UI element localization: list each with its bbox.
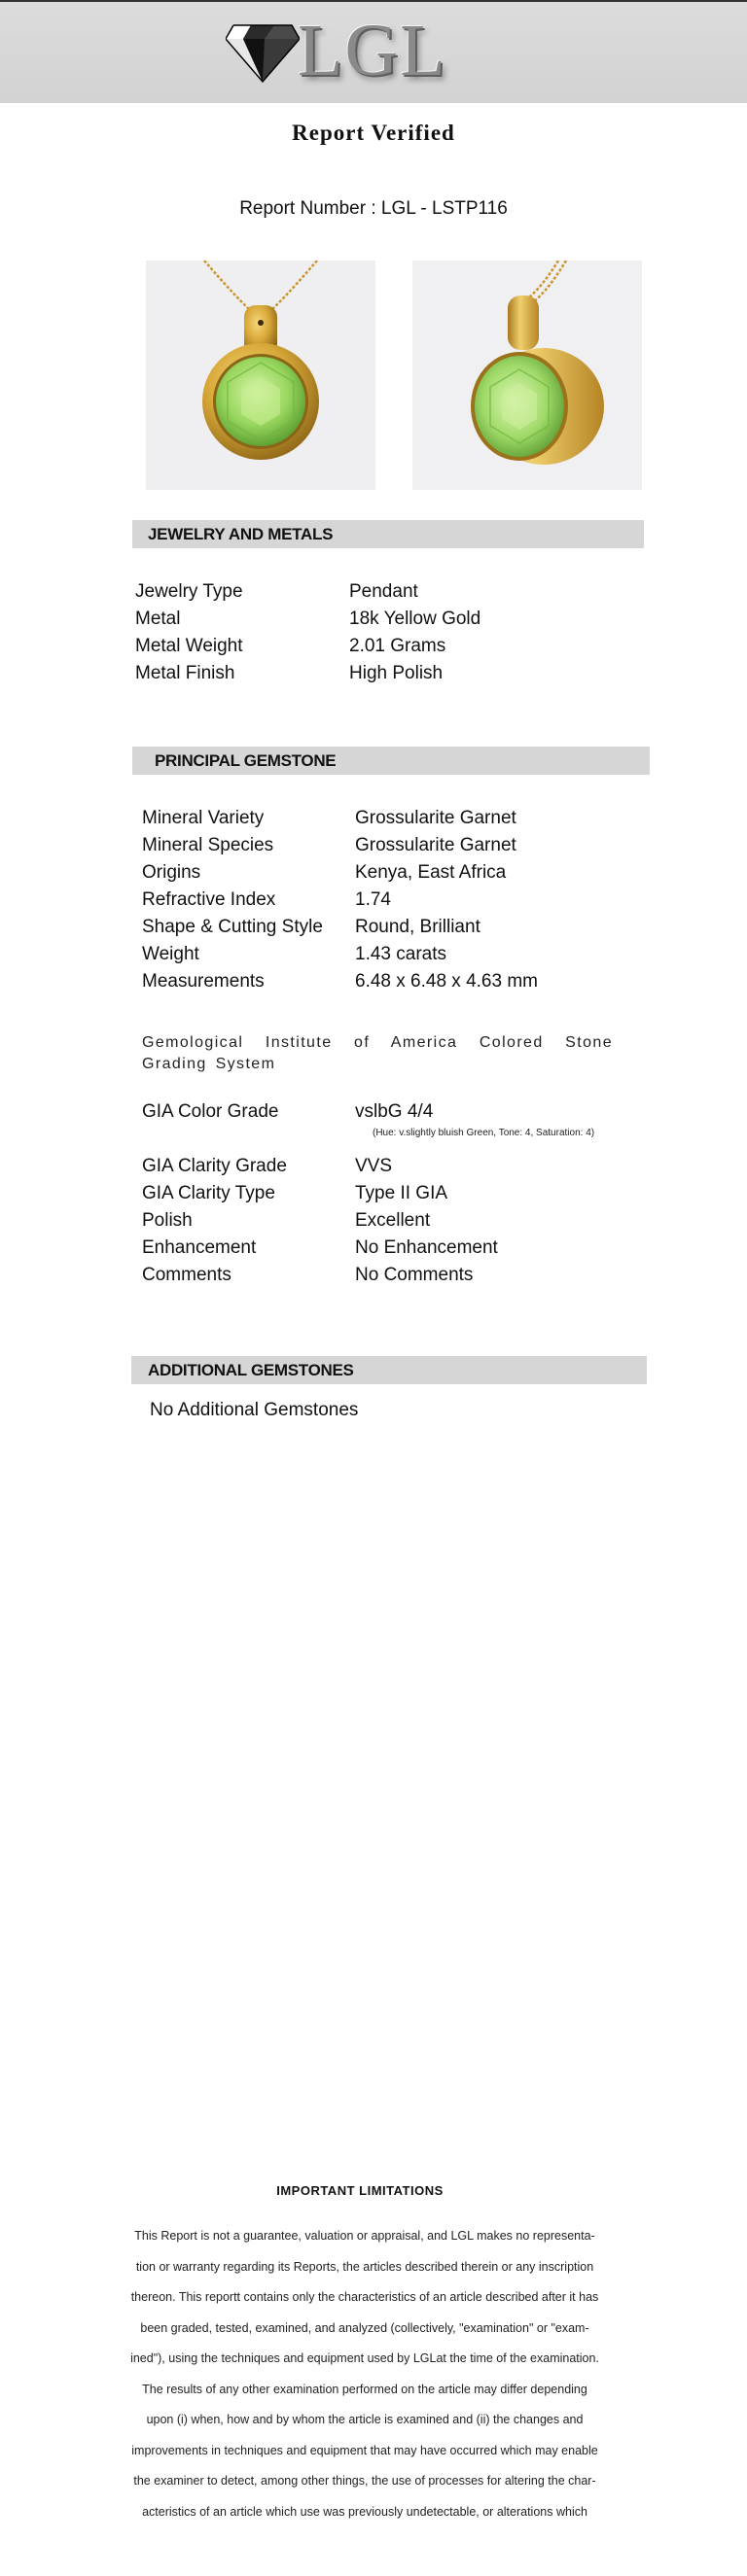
row-value: Type II GIA — [355, 1183, 448, 1203]
row-value: No Comments — [355, 1265, 474, 1285]
additional-gemstones-heading — [131, 1356, 647, 1384]
limitations-line: ined"), using the techniques and equipment used by LGLat the time of the examination. — [130, 2351, 599, 2365]
pendant-side-photo — [412, 261, 642, 490]
lgl-logo[interactable] — [226, 10, 479, 91]
row-label: Refractive Index — [142, 889, 276, 910]
pendant-side-image — [412, 261, 642, 490]
report-number: Report Number : LGL - LSTP116 — [239, 198, 508, 219]
limitations-line: been graded, tested, examined, and analyzed (collectively, "examination" or "exam- — [140, 2320, 589, 2335]
pendant-front-image — [146, 261, 375, 490]
row-value: Grossularite Garnet — [355, 835, 516, 855]
row-label: Origins — [142, 862, 201, 883]
row-label: Measurements — [142, 971, 265, 992]
row-label: Jewelry Type — [135, 581, 243, 602]
row-label: Enhancement — [142, 1237, 257, 1258]
row-label: Weight — [142, 944, 199, 964]
page-title: Report Verified — [292, 121, 455, 145]
limitations-line: The results of any other examination performed on the article may differ depending — [142, 2382, 587, 2396]
row-label: Polish — [142, 1210, 193, 1231]
row-value: No Enhancement — [355, 1237, 498, 1258]
row-value: Pendant — [349, 581, 418, 602]
row-value: Grossularite Garnet — [355, 808, 516, 828]
row-value: 1.74 — [355, 889, 391, 910]
row-label: GIA Clarity Grade — [142, 1156, 287, 1176]
important-limitations-heading: IMPORTANT LIMITATIONS — [276, 2183, 444, 2198]
row-label: Metal — [135, 609, 181, 629]
limitations-line: improvements in techniques and equipment that may have occurred which may enable — [131, 2443, 598, 2457]
limitations-line: acteristics of an article which use was previously undetectable, or alterations which — [142, 2504, 587, 2519]
row-label: Metal Finish — [135, 663, 235, 683]
limitations-line: This Report is not a guarantee, valuation or appraisal, and LGL makes no representa- — [134, 2229, 595, 2243]
principal-gemstone-heading — [132, 747, 650, 775]
row-label: Comments — [142, 1265, 231, 1285]
important-limitations-text — [107, 2221, 622, 2527]
row-value: Round, Brilliant — [355, 917, 480, 937]
limitations-line: the examiner to detect, among other things, the use of processes for altering the char- — [133, 2474, 596, 2488]
logo-text: LGL — [298, 10, 447, 91]
row-value: vslbG 4/4 — [355, 1101, 434, 1122]
row-label: GIA Color Grade — [142, 1101, 279, 1122]
limitations-line: thereon. This reportt contains only the characteristics of an article described after it has — [130, 2290, 599, 2304]
diamond-icon — [226, 21, 300, 84]
principal-gemstone-heading-text: PRINCIPAL GEMSTONE — [155, 751, 337, 770]
row-value: VVS — [355, 1156, 393, 1176]
jewelry-metals-heading — [132, 520, 644, 548]
row-label: Mineral Species — [142, 835, 274, 855]
additional-gemstones-heading-text: ADDITIONAL GEMSTONES — [148, 1361, 354, 1379]
row-value: 2.01 Grams — [349, 636, 446, 656]
gia-grading-system-note: Gemological Institute of America Colored Stone Grading System — [142, 1034, 613, 1072]
no-additional-gemstones-text: No Additional Gemstones — [150, 1400, 359, 1420]
row-label: Mineral Variety — [142, 808, 265, 828]
color-grade-hue-note: (Hue: v.slightly bluish Green, Tone: 4, Saturation: 4) — [373, 1128, 595, 1138]
row-value: 18k Yellow Gold — [349, 609, 481, 629]
row-label: Metal Weight — [135, 636, 243, 656]
row-value: 6.48 x 6.48 x 4.63 mm — [355, 971, 538, 992]
row-value: Kenya, East Africa — [355, 862, 507, 883]
row-value: High Polish — [349, 663, 444, 683]
pendant-front-photo — [146, 261, 375, 490]
row-label: Shape & Cutting Style — [142, 917, 323, 937]
row-value: Excellent — [355, 1210, 431, 1231]
row-value: 1.43 carats — [355, 944, 446, 964]
limitations-line: upon (i) when, how and by whom the article is examined and (ii) the changes and — [146, 2413, 584, 2426]
row-label: GIA Clarity Type — [142, 1183, 275, 1203]
jewelry-metals-heading-text: JEWELRY AND METALS — [148, 525, 334, 543]
header-banner — [0, 2, 747, 103]
limitations-line: tion or warranty regarding its Reports, the articles described therein or any inscription — [135, 2259, 594, 2274]
